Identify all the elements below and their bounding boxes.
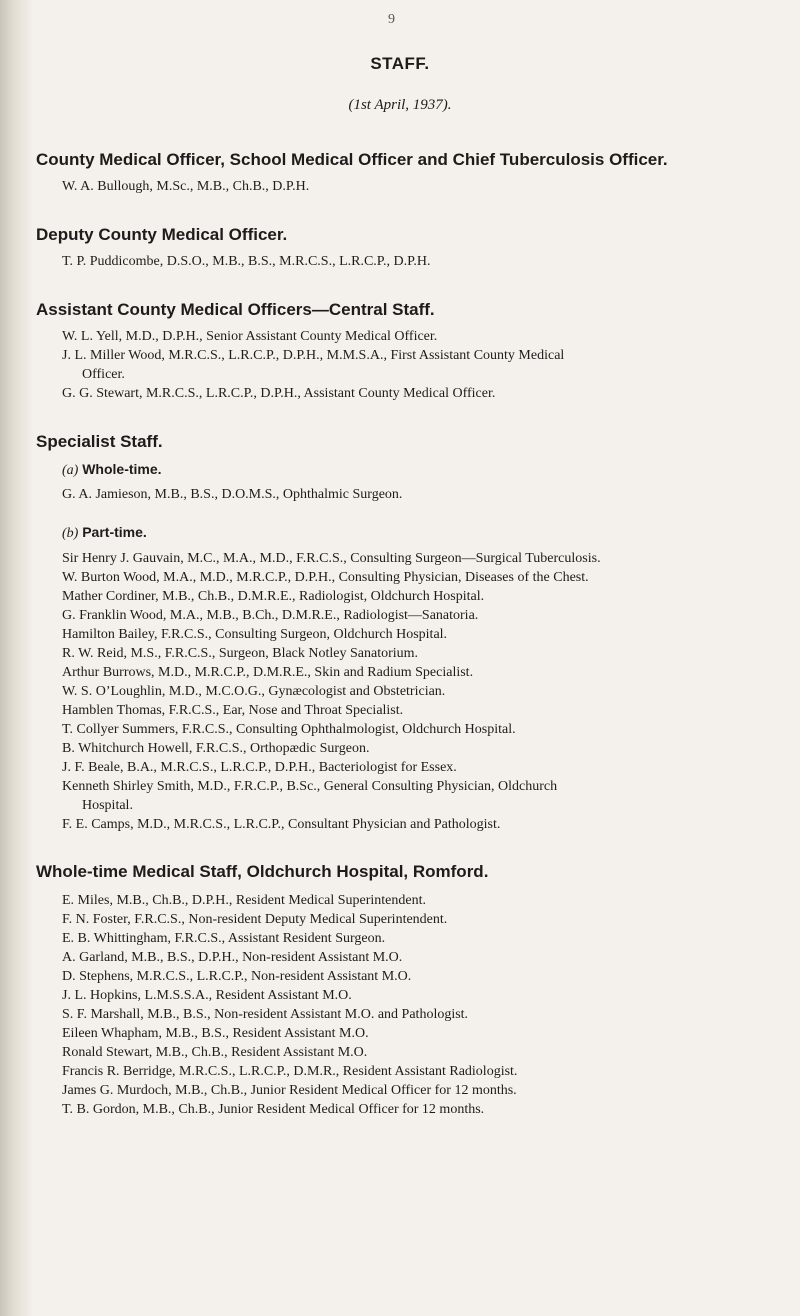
staff-entry: Sir Henry J. Gauvain, M.C., M.A., M.D., F.R.C.S., Consulting Surgeon—Surgical Tuberculosis. xyxy=(62,551,601,566)
staff-entry: G. A. Jamieson, M.B., B.S., D.O.M.S., Ophthalmic Surgeon. xyxy=(62,487,403,502)
subheading-label: Part-time. xyxy=(82,524,147,540)
staff-entry: W. Burton Wood, M.A., M.D., M.R.C.P., D.P.H., Consulting Physician, Diseases of the Chest. xyxy=(62,570,589,585)
staff-entry: T. Collyer Summers, F.R.C.S., Consulting Ophthalmologist, Oldchurch Hospital. xyxy=(62,722,516,737)
staff-entry: E. Miles, M.B., Ch.B., D.P.H., Resident Medical Superintendent. xyxy=(62,893,426,908)
subheading-letter: (b) xyxy=(62,526,79,541)
staff-entry: J. L. Miller Wood, M.R.C.S., L.R.C.P., D.P.H., M.M.S.A., First Assistant County Medical xyxy=(62,348,565,363)
staff-entry-continuation: Officer. xyxy=(82,367,125,382)
staff-entry: Eileen Whapham, M.B., B.S., Resident Assistant M.O. xyxy=(62,1026,369,1041)
staff-entry: W. S. O’Loughlin, M.D., M.C.O.G., Gynæcologist and Obstetrician. xyxy=(62,684,446,699)
staff-entry: W. A. Bullough, M.Sc., M.B., Ch.B., D.P.H. xyxy=(62,179,310,194)
staff-entry: Kenneth Shirley Smith, M.D., F.R.C.P., B.Sc., General Consulting Physician, Oldchurch xyxy=(62,779,558,794)
section-heading-cmo: County Medical Officer, School Medical Officer and Chief Tuberculosis Officer. xyxy=(36,150,668,169)
staff-entry: Hamblen Thomas, F.R.C.S., Ear, Nose and Throat Specialist. xyxy=(62,703,404,718)
staff-entry: T. B. Gordon, M.B., Ch.B., Junior Resident Medical Officer for 12 months. xyxy=(62,1102,485,1117)
staff-entry: Arthur Burrows, M.D., M.R.C.P., D.M.R.E., Skin and Radium Specialist. xyxy=(62,665,474,680)
subheading-part-time xyxy=(62,524,147,542)
staff-entry: James G. Murdoch, M.B., Ch.B., Junior Resident Medical Officer for 12 months. xyxy=(62,1083,517,1098)
staff-entry: Francis R. Berridge, M.R.C.S., L.R.C.P., D.M.R., Resident Assistant Radiologist. xyxy=(62,1064,518,1079)
subheading-whole-time xyxy=(62,461,162,479)
page-title: STAFF. xyxy=(370,54,430,73)
subheading-letter: (a) xyxy=(62,463,79,478)
staff-entry: Hamilton Bailey, F.R.C.S., Consulting Surgeon, Oldchurch Hospital. xyxy=(62,627,448,642)
staff-entry: G. G. Stewart, M.R.C.S., L.R.C.P., D.P.H., Assistant County Medical Officer. xyxy=(62,386,496,401)
staff-entry: B. Whitchurch Howell, F.R.C.S., Orthopædic Surgeon. xyxy=(62,741,370,756)
section-heading-specialist: Specialist Staff. xyxy=(36,432,163,451)
staff-entry: F. N. Foster, F.R.C.S., Non-resident Deputy Medical Superintendent. xyxy=(62,912,448,927)
staff-entry: S. F. Marshall, M.B., B.S., Non-resident Assistant M.O. and Pathologist. xyxy=(62,1007,469,1022)
section-heading-oldchurch: Whole-time Medical Staff, Oldchurch Hospital, Romford. xyxy=(36,862,489,881)
staff-entry-continuation: Hospital. xyxy=(82,798,133,813)
page-subtitle: (1st April, 1937). xyxy=(348,97,452,113)
staff-entry: D. Stephens, M.R.C.S., L.R.C.P., Non-resident Assistant M.O. xyxy=(62,969,412,984)
staff-entry: G. Franklin Wood, M.A., M.B., B.Ch., D.M.R.E., Radiologist—Sanatoria. xyxy=(62,608,479,623)
staff-entry: Ronald Stewart, M.B., Ch.B., Resident Assistant M.O. xyxy=(62,1045,368,1060)
staff-entry: W. L. Yell, M.D., D.P.H., Senior Assistant County Medical Officer. xyxy=(62,329,438,344)
staff-entry: F. E. Camps, M.D., M.R.C.S., L.R.C.P., Consultant Physician and Pathologist. xyxy=(62,817,501,832)
staff-entry: J. L. Hopkins, L.M.S.S.A., Resident Assistant M.O. xyxy=(62,988,352,1003)
page-number: 9 xyxy=(388,12,395,27)
staff-entry: A. Garland, M.B., B.S., D.P.H., Non-resident Assistant M.O. xyxy=(62,950,403,965)
section-heading-assistant: Assistant County Medical Officers—Central Staff. xyxy=(36,300,435,319)
staff-entry: Mather Cordiner, M.B., Ch.B., D.M.R.E., Radiologist, Oldchurch Hospital. xyxy=(62,589,485,604)
staff-entry: T. P. Puddicombe, D.S.O., M.B., B.S., M.R.C.S., L.R.C.P., D.P.H. xyxy=(62,254,431,269)
subheading-label: Whole-time. xyxy=(82,461,162,477)
staff-entry: R. W. Reid, M.S., F.R.C.S., Surgeon, Black Notley Sanatorium. xyxy=(62,646,419,661)
staff-entry: E. B. Whittingham, F.R.C.S., Assistant Resident Surgeon. xyxy=(62,931,386,946)
staff-entry: J. F. Beale, B.A., M.R.C.S., L.R.C.P., D.P.H., Bacteriologist for Essex. xyxy=(62,760,457,775)
section-heading-deputy: Deputy County Medical Officer. xyxy=(36,225,288,244)
